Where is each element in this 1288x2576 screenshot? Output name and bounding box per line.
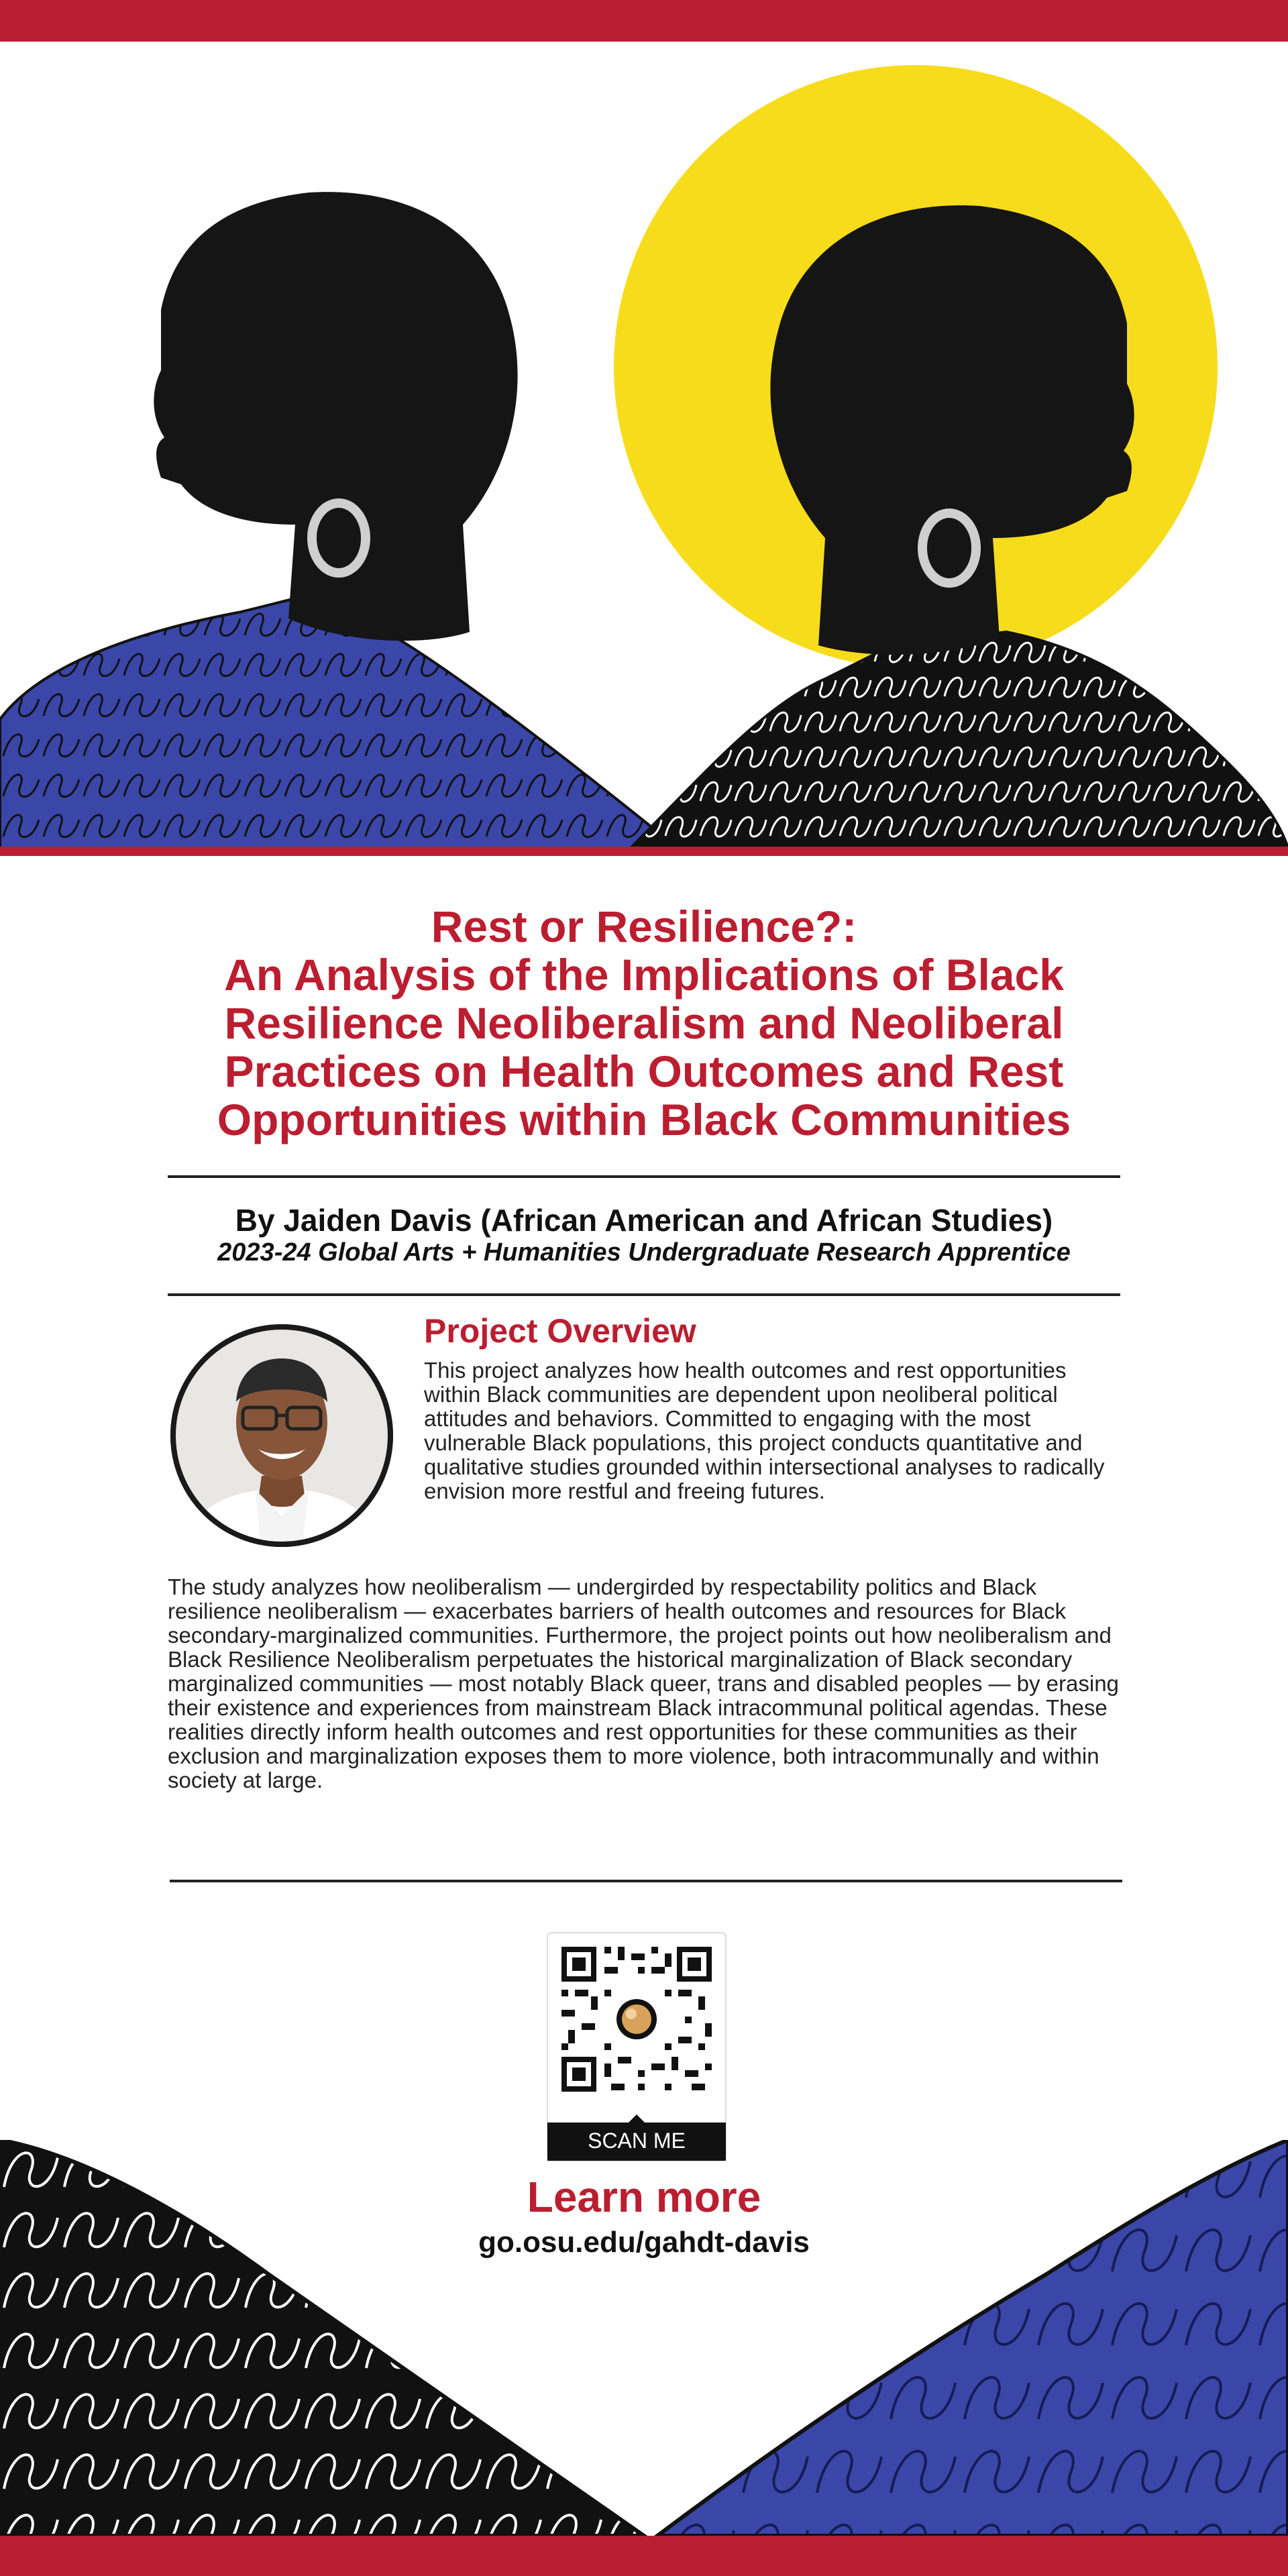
overview-text: This project analyzes how health outcomes and rest opportunities within Black communities are dependent upon neoliberal political attitudes and behaviors. Committed to engaging with the most vulnerable Black populations, this project conducts quantitative and qualitative studies grounded within intersectional analyses to radically envision more restful and freeing futures. — [424, 1358, 1105, 1503]
qr-label: SCAN ME — [588, 2129, 686, 2153]
title-line: Practices on Health Outcomes and Rest — [224, 1046, 1064, 1096]
divider — [168, 1175, 1120, 1178]
title-line: Resilience Neoliberalism and Neoliberal — [224, 998, 1064, 1048]
title-line: Rest or Resilience?: — [431, 902, 857, 951]
header-illustration — [0, 42, 1288, 848]
divider — [170, 1880, 1122, 1882]
qr-code[interactable] — [547, 1932, 727, 2161]
poster-title — [101, 902, 1187, 1144]
overview-heading: Project Overview — [424, 1312, 696, 1350]
top-bar — [0, 0, 1288, 42]
divider — [168, 1293, 1120, 1296]
learn-more-link[interactable]: go.osu.edu/gahdt-davis — [478, 2226, 810, 2259]
learn-more-heading: Learn more — [527, 2173, 761, 2221]
title-line: Opportunities within Black Communities — [217, 1095, 1071, 1144]
author-role: 2023-24 Global Arts + Humanities Undergraduate Research Apprentice — [217, 1238, 1071, 1267]
author-byline: By Jaiden Davis (African American and African Studies) — [235, 1203, 1053, 1238]
study-description: The study analyzes how neoliberalism — undergirded by respectability politics and Black resilience neoliberalism — exacerbates barriers of health outcomes and resources for Black secondary-marginalized communities. Furthermore, the project points out how neoliberalism and Black Resilience Neoliberalism perpetuates the historical marginalization of Black secondary marginalized communities — most notably Black queer, trans and disabled peoples — by erasing their existence and experiences from mainstream Black intracommunal political agendas. These realities directly inform health outcomes and rest opportunities for these communities as their exclusion and marginalization exposes them to more violence, both intracommunally and within society at large. — [168, 1574, 1119, 1792]
bottom-bar — [0, 2536, 1288, 2576]
title-line: An Analysis of the Implications of Black — [224, 950, 1064, 1000]
header-divider-bar — [0, 847, 1288, 856]
left-figure — [0, 192, 678, 848]
author-portrait — [168, 1322, 396, 1550]
